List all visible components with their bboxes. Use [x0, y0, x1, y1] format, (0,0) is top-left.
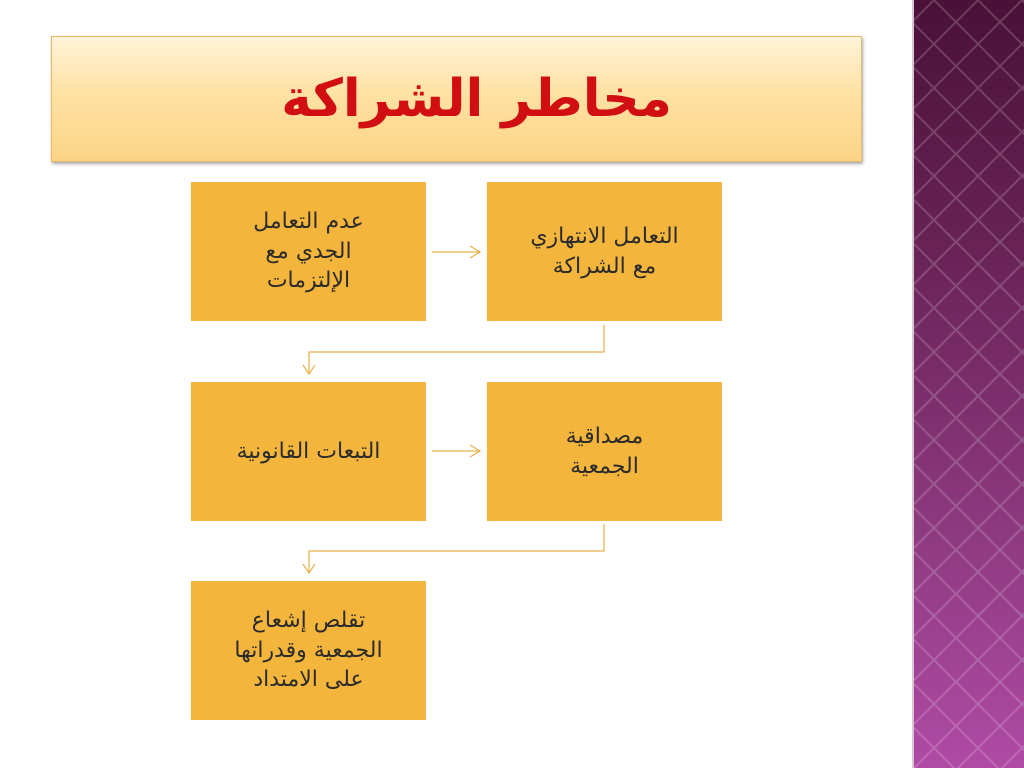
- flow-box-reduced-outreach: [191, 581, 426, 720]
- flow-box-label: مصداقية الجمعية: [565, 423, 644, 479]
- flow-box-label: عدم التعامل الجدي مع الإلتزمات: [253, 208, 364, 294]
- side-band-edge: [912, 0, 914, 768]
- decorative-side-band: [912, 0, 1024, 768]
- flow-box-non-serious-commitments: [191, 182, 426, 321]
- flow-box-label: التعامل الانتهازي مع الشراكة: [530, 223, 679, 279]
- diamond-pattern: [912, 0, 1024, 768]
- flow-box-association-credibility: [487, 382, 722, 521]
- arrow-right-icon: [432, 445, 480, 457]
- flow-box-opportunistic-partnership: [487, 182, 722, 321]
- elbow-arrow-down-icon: [303, 325, 604, 374]
- flow-box-label: تقلص إشعاع الجمعية وقدراتها على الامتداد: [234, 607, 383, 693]
- flow-box-legal-consequences: [191, 382, 426, 521]
- arrow-right-icon: [432, 246, 480, 258]
- elbow-arrow-down-icon: [303, 524, 604, 573]
- flow-box-label: التبعات القانونية: [236, 438, 381, 464]
- title-banner: [51, 36, 862, 162]
- slide-title: مخاطر الشراكة: [281, 69, 672, 129]
